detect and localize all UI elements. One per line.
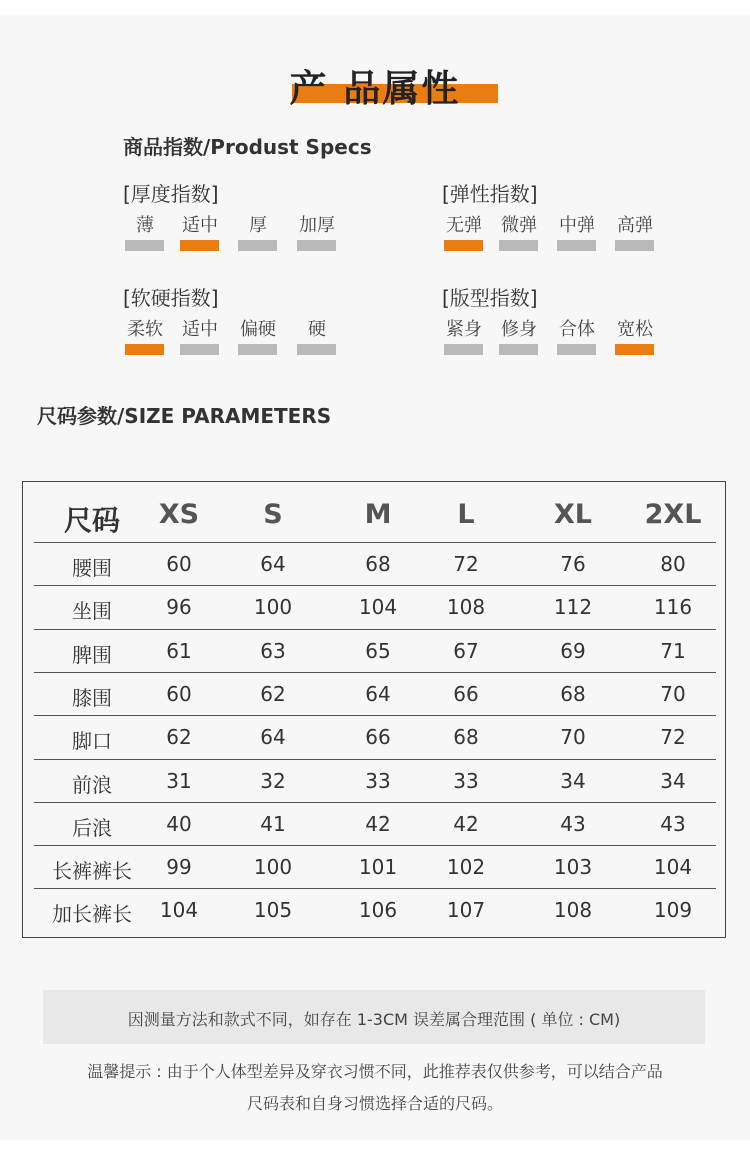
table-cell: 64 — [365, 682, 391, 706]
table-row-label: 后浪 — [72, 816, 112, 840]
table-cell: 62 — [260, 682, 286, 706]
table-cell: 43 — [660, 812, 686, 836]
table-cell: 106 — [358, 898, 398, 922]
table-cell: 68 — [365, 552, 391, 576]
measurement-note — [43, 990, 705, 1044]
spec-indicator — [499, 344, 538, 355]
table-cell: 70 — [660, 682, 686, 706]
spec-option-label: 高弹 — [617, 215, 653, 236]
table-cell: 66 — [453, 682, 479, 706]
table-divider — [34, 802, 716, 803]
spec-group-label: [版型指数] — [442, 286, 538, 310]
table-cell: 99 — [166, 855, 192, 879]
table-cell: 33 — [453, 769, 479, 793]
spec-indicator — [125, 240, 164, 251]
table-cell: 112 — [553, 595, 593, 619]
table-cell: 60 — [166, 552, 192, 576]
spec-indicator — [238, 240, 277, 251]
tip-line-2: 尺码表和自身习惯选择合适的尺码。 — [246, 1094, 503, 1113]
tip-line-1: 温馨提示 : 由于个人体型差异及穿衣习惯不同，此推荐表仅供参考，可以结合产品 — [87, 1062, 663, 1081]
table-row-label: 腰围 — [72, 556, 112, 580]
table-cell: 67 — [453, 639, 479, 663]
table-cell: 71 — [660, 639, 686, 663]
spec-option-label: 硬 — [308, 319, 326, 340]
table-divider — [34, 585, 716, 586]
table-header-cell: S — [263, 499, 283, 530]
spec-option-label: 厚 — [249, 215, 267, 236]
page-title: 产 品属性 — [289, 67, 461, 110]
table-cell: 68 — [453, 725, 479, 749]
table-row-label: 膝围 — [72, 686, 112, 710]
table-cell: 105 — [253, 898, 293, 922]
table-divider — [34, 672, 716, 673]
spec-option-label: 柔软 — [127, 319, 163, 340]
table-cell: 60 — [166, 682, 192, 706]
table-cell: 64 — [260, 725, 286, 749]
size-table — [22, 481, 726, 938]
table-cell: 69 — [560, 639, 586, 663]
spec-option-label: 适中 — [182, 319, 218, 340]
spec-group-label: [厚度指数] — [123, 182, 219, 206]
table-cell: 104 — [653, 855, 693, 879]
table-cell: 116 — [653, 595, 693, 619]
table-cell: 40 — [166, 812, 192, 836]
table-cell: 100 — [253, 855, 293, 879]
spec-indicator — [557, 344, 596, 355]
spec-indicator-selected — [615, 344, 654, 355]
spec-option-label: 宽松 — [617, 319, 653, 340]
table-cell: 103 — [553, 855, 593, 879]
spec-option-label: 加厚 — [299, 215, 335, 236]
spec-option-label: 微弹 — [501, 215, 537, 236]
table-cell: 104 — [159, 898, 199, 922]
spec-option-label: 合体 — [559, 319, 595, 340]
table-header-cell: 尺码 — [63, 504, 121, 537]
table-row-label: 坐围 — [72, 599, 112, 623]
spec-indicator — [615, 240, 654, 251]
table-cell: 70 — [560, 725, 586, 749]
table-cell: 72 — [660, 725, 686, 749]
table-cell: 63 — [260, 639, 286, 663]
table-row-label: 加长裤长 — [52, 902, 132, 926]
table-cell: 33 — [365, 769, 391, 793]
spec-indicator — [557, 240, 596, 251]
table-header-cell: XL — [553, 499, 593, 530]
spec-option-label: 适中 — [182, 215, 218, 236]
table-cell: 100 — [253, 595, 293, 619]
spec-option-label: 无弹 — [446, 215, 482, 236]
table-cell: 42 — [365, 812, 391, 836]
spec-group-label: [弹性指数] — [442, 182, 538, 206]
table-cell: 34 — [660, 769, 686, 793]
table-cell: 68 — [560, 682, 586, 706]
table-cell: 101 — [358, 855, 398, 879]
spec-indicator — [297, 240, 336, 251]
measurement-note-text: 因测量方法和款式不同，如存在 1-3CM 误差属合理范围 ( 单位 : CM) — [127, 1010, 621, 1029]
table-cell: 72 — [453, 552, 479, 576]
table-divider — [34, 629, 716, 630]
table-cell: 109 — [653, 898, 693, 922]
table-divider — [34, 715, 716, 716]
table-cell: 62 — [166, 725, 192, 749]
specs-heading: 商品指数/Produst Specs — [123, 135, 372, 159]
size-heading: 尺码参数/SIZE PARAMETERS — [37, 404, 332, 428]
spec-option-label: 紧身 — [446, 319, 482, 340]
table-cell: 43 — [560, 812, 586, 836]
spec-indicator — [297, 344, 336, 355]
table-header-cell: XS — [158, 499, 200, 530]
spec-option-label: 薄 — [136, 215, 154, 236]
table-cell: 34 — [560, 769, 586, 793]
spec-group-label: [软硬指数] — [123, 286, 219, 310]
table-header-cell: L — [457, 499, 475, 530]
table-cell: 31 — [166, 769, 192, 793]
table-row-label: 脚口 — [72, 729, 112, 753]
table-divider — [34, 759, 716, 760]
table-cell: 65 — [365, 639, 391, 663]
table-cell: 108 — [553, 898, 593, 922]
spec-indicator-selected — [444, 240, 483, 251]
spec-option-label: 偏硬 — [240, 319, 276, 340]
table-cell: 96 — [166, 595, 192, 619]
table-row-label: 前浪 — [72, 773, 112, 797]
table-cell: 108 — [446, 595, 486, 619]
table-cell: 102 — [446, 855, 486, 879]
table-header-cell: 2XL — [644, 499, 702, 530]
table-cell: 42 — [453, 812, 479, 836]
table-divider — [34, 845, 716, 846]
spec-option-label: 中弹 — [559, 215, 595, 236]
table-cell: 80 — [660, 552, 686, 576]
table-cell: 61 — [166, 639, 192, 663]
table-cell: 66 — [365, 725, 391, 749]
spec-indicator — [444, 344, 483, 355]
spec-indicator — [238, 344, 277, 355]
spec-indicator — [499, 240, 538, 251]
spec-indicator — [180, 344, 219, 355]
table-cell: 107 — [446, 898, 486, 922]
spec-indicator-selected — [125, 344, 164, 355]
table-cell: 104 — [358, 595, 398, 619]
table-row-label: 长裤裤长 — [52, 859, 132, 883]
table-header-cell: M — [364, 499, 392, 530]
spec-indicator-selected — [180, 240, 219, 251]
table-divider — [34, 888, 716, 889]
spec-option-label: 修身 — [501, 319, 537, 340]
table-cell: 41 — [260, 812, 286, 836]
section-title — [0, 58, 750, 108]
table-cell: 64 — [260, 552, 286, 576]
table-row-label: 脾围 — [72, 643, 112, 667]
table-cell: 32 — [260, 769, 286, 793]
table-cell: 76 — [560, 552, 586, 576]
table-divider — [34, 542, 716, 543]
